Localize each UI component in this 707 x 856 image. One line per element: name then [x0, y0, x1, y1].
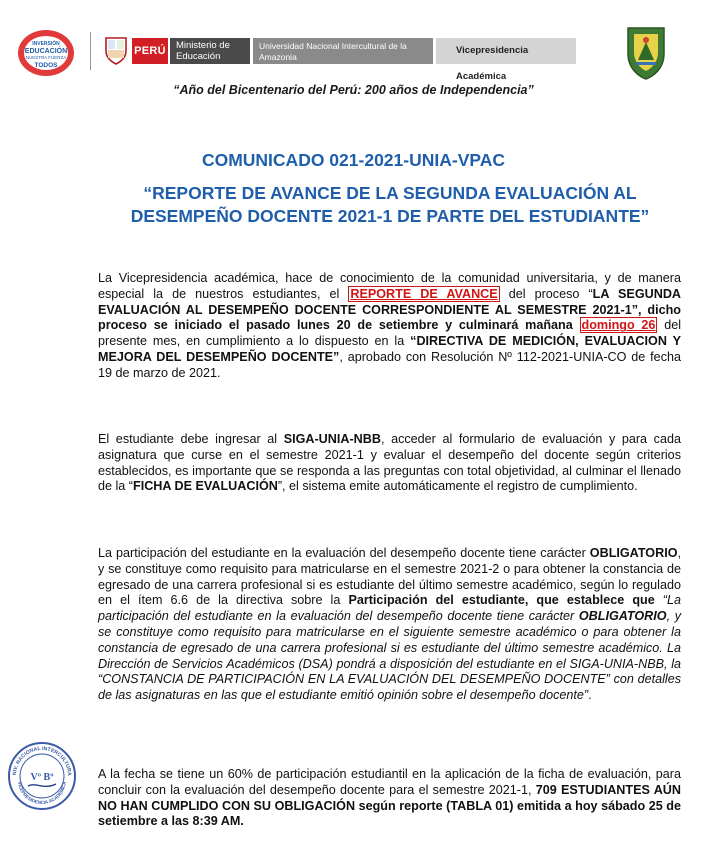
p4-text-a: A la fecha se tiene un 60% de participación estudiantil en la aplicación de la ficha de evaluación, para concluir con la evaluación del desempeño docente para el semestre 2021-1,: [98, 767, 681, 797]
education-campaign-logo: [16, 28, 76, 78]
edu-logo-line-4: TODOS: [34, 62, 58, 69]
deadline-highlight: domingo 26: [581, 318, 656, 333]
vicepresidencia-label: Vicepresidencia Académica: [436, 38, 576, 64]
stamp-bottom-text: VICEPRESIDENCIA ACADÉMICA: [17, 781, 67, 806]
universidad-label: Universidad Nacional Intercultural de la Amazonia: [253, 38, 433, 64]
p3-obligatorio: OBLIGATORIO: [589, 546, 678, 560]
p1-text-e: ”, dicho proceso se iniciado el pasado lunes 20 de setiembre y culminará mañana: [98, 302, 681, 333]
vicepresidencia-stamp: [6, 740, 78, 812]
stamp-center-text: Vº Bº: [30, 772, 54, 783]
p2-system-name: SIGA-UNIA-NBB: [283, 432, 381, 446]
p2-text-c: , acceder al formulario de evaluación y para cada asignatura que curse en el semestre 2021-1 y evaluar el desempeño del docente según criterios establecidos, es importante que se responda a las preguntas con total objetividad, al culminar el llenado de la “: [98, 432, 681, 494]
reporte-highlight: REPORTE DE AVANCE: [350, 286, 498, 301]
paragraph-obligation: [98, 546, 681, 704]
p3-participacion-heading: Participación del estudiante, que establece que: [348, 593, 663, 608]
p1-text-g: del presente mes, en cumplimiento a lo dispuesto en la: [98, 318, 682, 349]
communique-subject: “REPORTE DE AVANCE DE LA SEGUNDA EVALUACIÓN AL DESEMPEÑO DOCENTE 2021-1 DE PARTE DEL ESTUDIANTE”: [130, 183, 650, 226]
ministerio-label: Ministerio de Educación: [170, 38, 250, 64]
p1-process-name: LA SEGUNDA EVALUACIÓN AL DESEMPEÑO DOCENTE CORRESPONDIENTE AL SEMESTRE 2021-1: [98, 286, 682, 317]
header-divider: [90, 32, 91, 70]
p3-text-end: .: [588, 688, 592, 703]
bicentenario-motto: “Año del Bicentenario del Perú: 200 años de Independencia”: [173, 83, 534, 97]
stamp-top-text: NIV. NACIONAL INTERCULTURA: [11, 745, 73, 777]
edu-logo-line-2: EDUCACIÓN: [24, 48, 68, 55]
paragraph-instructions: [98, 432, 681, 495]
p2-form-name: FICHA DE EVALUACIÓN: [133, 479, 278, 494]
letterhead: [0, 0, 707, 110]
unia-crest-icon: [624, 24, 668, 80]
svg-text:UNIV. NACIONAL INTERCULTURAL: [6, 740, 72, 776]
p3-quote-start: “La participación del estudiante en la evaluación del desempeño docente tiene carácter: [98, 593, 681, 624]
edu-logo-line-1: INVERSIÓN: [32, 41, 60, 47]
p3-quote-rest: , y se constituye como requisito para matricularse en el siguiente semestre académico o para obtener la constancia de egresado de una carrera profesional si es estudiante del último semestre académico. La Dirección de Servicios Académicos (DSA) pondrá a disposición del estudiante en el SIGA-UNIA-NBB, la “CONSTANCIA DE PARTICIPACIÓN EN LA EVALUACIÓN DEL DESEMPEÑO DOCENTE” con detalles de las asignaturas en las que el estudiante emitió opinión sobre el desempeño docente”: [98, 609, 681, 703]
p2-text-a: El estudiante debe ingresar al: [98, 432, 284, 446]
edu-logo-line-3: NUESTRA FUERZA: [25, 55, 67, 60]
p1-text-c: del proceso “: [499, 286, 593, 301]
p3-quote-obligatorio: OBLIGATORIO: [578, 609, 667, 624]
p1-directive-name: “DIRECTIVA DE MEDICIÓN, EVALUACION Y MEJORA DEL DESEMPEÑO DOCENTE”: [98, 334, 681, 364]
p1-text-a: La Vicepresidencia académica, hace de conocimiento de la comunidad universitaria, y de manera especial la de nuestros estudiantes, el: [98, 271, 681, 301]
p3-text-c: , y se constituye como requisito para matricularse en el semestre 2021-2 o para obtener la constancia de egresado de una carrera profesional si es estudiante del último semestre académico, según lo regulado en el ítem 6.6 de la directiva sobre la: [98, 546, 681, 608]
peru-label: PERÚ: [132, 38, 168, 64]
svg-text:VICEPRESIDENCIA ACADÉMICA: [17, 780, 67, 805]
communique-code: COMUNICADO 021-2021-UNIA-VPAC: [201, 150, 506, 170]
p2-text-e: ”, el sistema emite automáticamente el registro de cumplimiento.: [277, 479, 638, 494]
p1-text-i: , aprobado con Resolución Nº 112-2021-UNIA-CO de fecha 19 de marzo de 2021.: [98, 349, 681, 380]
national-shield-icon: [104, 35, 128, 65]
p3-text-a: La participación del estudiante en la evaluación del desempeño docente tiene carácter: [98, 546, 590, 560]
paragraph-intro: [98, 271, 681, 382]
p4-pending-students: 709 ESTUDIANTES AÚN NO HAN CUMPLIDO CON SU OBLIGACIÓN según reporte (TABLA 01) emitida a hoy sábado 25 de setiembre a las 8:39 AM.: [98, 782, 681, 829]
paragraph-status: [98, 767, 681, 830]
